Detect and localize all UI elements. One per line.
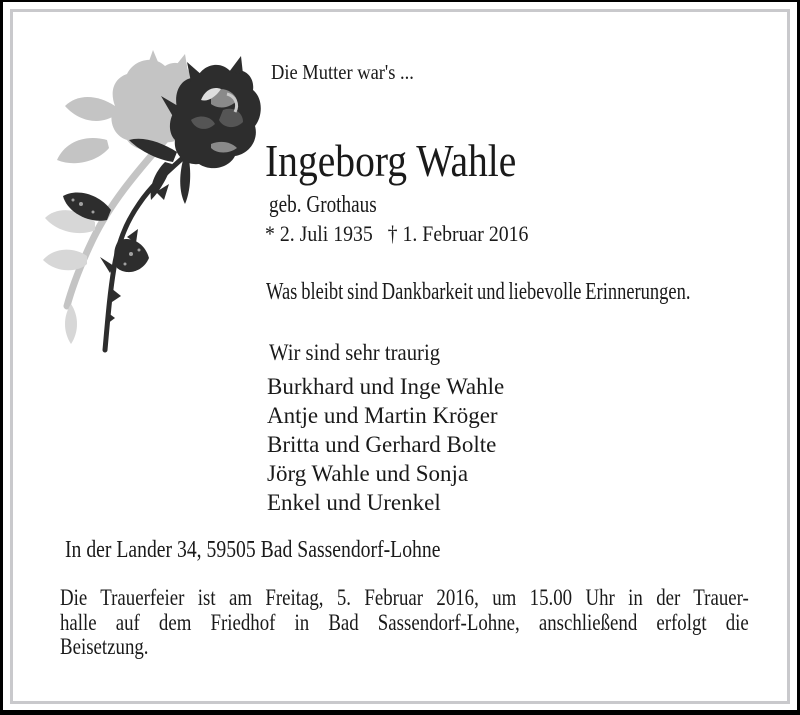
mourning-intro: Die Mutter war's ... — [271, 60, 414, 84]
address-line: In der Lander 34, 59505 Bad Sassendorf-Lohne — [65, 537, 441, 563]
life-dates: * 2. Juli 1935 † 1. Februar 2016 — [265, 221, 529, 246]
mourner-line: Britta und Gerhard Bolte — [267, 432, 497, 457]
mourner-line: Burkhard und Inge Wahle — [267, 374, 505, 399]
mourner-line: Enkel und Urenkel — [267, 490, 441, 515]
funeral-details — [60, 586, 749, 660]
rose-illustration — [15, 44, 265, 364]
funeral-line: Die Trauerfeier ist am Freitag, 5. Februar 2016, um 15.00 Uhr in der Trauer- — [60, 585, 749, 610]
remembrance-line: Was bleibt sind Dankbarkeit und liebevolle Erinnerungen. — [266, 279, 691, 305]
grief-line: Wir sind sehr traurig — [269, 340, 441, 365]
deceased-name: Ingeborg Wahle — [265, 135, 517, 186]
funeral-line: Beisetzung. — [60, 634, 149, 659]
mourners-list — [267, 372, 504, 517]
funeral-line: halle auf dem Friedhof in Bad Sassendorf-Lohne, anschließend erfolgt die — [60, 609, 749, 635]
mourner-line: Antje und Martin Kröger — [267, 403, 498, 428]
maiden-name: geb. Grothaus — [269, 192, 377, 218]
mourner-line: Jörg Wahle und Sonja — [267, 461, 469, 486]
